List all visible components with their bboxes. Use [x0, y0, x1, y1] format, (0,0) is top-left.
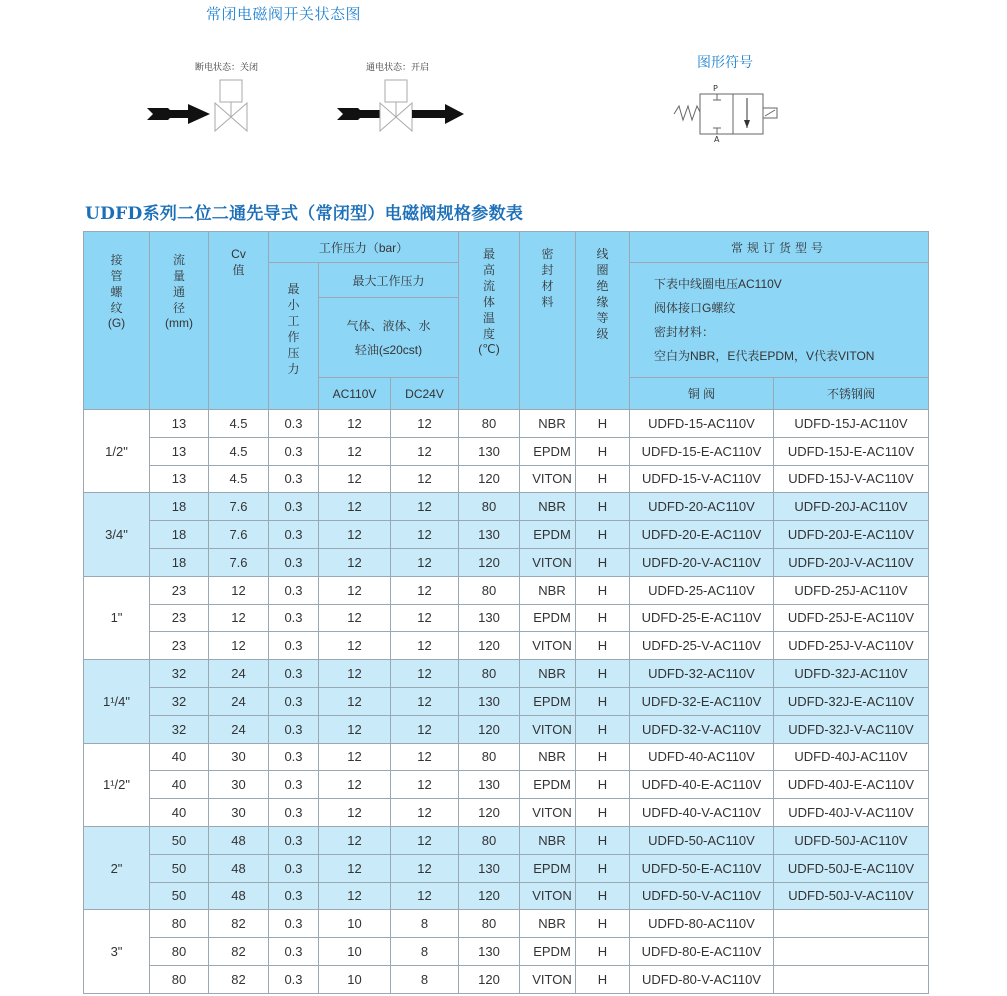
table-row [84, 437, 929, 465]
header-stainless-valve: 不锈钢阀 [774, 378, 929, 410]
table-title: UDFD系列二位二通先导式（常闭型）电磁阀规格参数表 [85, 204, 524, 224]
min-pressure-cell: 0.3 [269, 743, 319, 771]
header-cv: Cv 值 [209, 232, 269, 410]
max-pressure-dc-cell: 8 [391, 965, 459, 993]
min-pressure-cell: 0.3 [269, 437, 319, 465]
flow-arrow-in-icon [337, 108, 380, 120]
max-temp-cell: 130 [459, 437, 520, 465]
cv-cell: 82 [209, 938, 269, 966]
max-pressure-ac-cell: 12 [319, 437, 391, 465]
flow-diameter-cell: 13 [150, 410, 209, 438]
header-min-pressure: 最小工作压力 [269, 263, 319, 410]
max-pressure-ac-cell: 12 [319, 826, 391, 854]
cv-cell: 82 [209, 910, 269, 938]
max-pressure-ac-cell: 12 [319, 687, 391, 715]
seal-cell: VITON [520, 632, 576, 660]
seal-cell: EPDM [520, 771, 576, 799]
max-temp-cell: 120 [459, 632, 520, 660]
table-row [84, 826, 929, 854]
copper-model-cell: UDFD-20-E-AC110V [630, 521, 774, 549]
stainless-model-cell: UDFD-15J-V-AC110V [774, 465, 929, 493]
min-pressure-cell: 0.3 [269, 687, 319, 715]
max-temp-cell: 120 [459, 965, 520, 993]
table-row [84, 576, 929, 604]
seal-cell: NBR [520, 826, 576, 854]
copper-model-cell: UDFD-40-E-AC110V [630, 771, 774, 799]
stainless-model-cell: UDFD-40J-E-AC110V [774, 771, 929, 799]
max-pressure-ac-cell: 12 [319, 715, 391, 743]
max-pressure-ac-cell: 12 [319, 493, 391, 521]
seal-cell: EPDM [520, 604, 576, 632]
stainless-model-cell: UDFD-40J-V-AC110V [774, 799, 929, 827]
header-copper-valve: 铜 阀 [630, 378, 774, 410]
table-row [84, 882, 929, 910]
table-row [84, 687, 929, 715]
cv-cell: 24 [209, 687, 269, 715]
max-pressure-ac-cell: 12 [319, 604, 391, 632]
thread-cell: 1¹/4" [84, 660, 150, 743]
stainless-model-cell: UDFD-50J-V-AC110V [774, 882, 929, 910]
max-pressure-dc-cell: 8 [391, 910, 459, 938]
insulation-cell: H [576, 410, 630, 438]
stainless-model-cell: UDFD-20J-AC110V [774, 493, 929, 521]
open-valve-icon [380, 80, 412, 131]
table-row [84, 632, 929, 660]
flow-diameter-cell: 23 [150, 604, 209, 632]
max-pressure-ac-cell: 12 [319, 882, 391, 910]
stainless-model-cell: UDFD-32J-AC110V [774, 660, 929, 688]
table-row [84, 715, 929, 743]
table-row [84, 604, 929, 632]
seal-cell: NBR [520, 743, 576, 771]
max-pressure-ac-cell: 10 [319, 965, 391, 993]
header-max-pressure: 最大工作压力 [319, 263, 459, 298]
copper-model-cell: UDFD-20-V-AC110V [630, 548, 774, 576]
cv-cell: 48 [209, 826, 269, 854]
seal-cell: VITON [520, 799, 576, 827]
insulation-cell: H [576, 882, 630, 910]
cv-cell: 30 [209, 771, 269, 799]
min-pressure-cell: 0.3 [269, 604, 319, 632]
copper-model-cell: UDFD-32-AC110V [630, 660, 774, 688]
copper-model-cell: UDFD-50-AC110V [630, 826, 774, 854]
flow-diameter-cell: 40 [150, 743, 209, 771]
thread-cell: 1" [84, 576, 150, 659]
max-temp-cell: 130 [459, 521, 520, 549]
min-pressure-cell: 0.3 [269, 493, 319, 521]
stainless-model-cell: UDFD-20J-E-AC110V [774, 521, 929, 549]
closed-valve-icon [215, 80, 247, 131]
diagram-title: 常闭电磁阀开关状态图 [206, 5, 362, 23]
seal-cell: NBR [520, 493, 576, 521]
max-temp-cell: 130 [459, 687, 520, 715]
min-pressure-cell: 0.3 [269, 576, 319, 604]
cv-cell: 7.6 [209, 548, 269, 576]
max-temp-cell: 120 [459, 715, 520, 743]
cv-cell: 4.5 [209, 410, 269, 438]
min-pressure-cell: 0.3 [269, 799, 319, 827]
table-row [84, 410, 929, 438]
insulation-cell: H [576, 826, 630, 854]
insulation-cell: H [576, 465, 630, 493]
min-pressure-cell: 0.3 [269, 465, 319, 493]
valve-state-diagram [140, 70, 480, 140]
table-row [84, 771, 929, 799]
max-pressure-dc-cell: 8 [391, 938, 459, 966]
max-pressure-ac-cell: 10 [319, 938, 391, 966]
seal-cell: NBR [520, 576, 576, 604]
flow-diameter-cell: 18 [150, 493, 209, 521]
header-work-pressure: 工作压力（bar） [269, 232, 459, 263]
open-state-label: 通电状态：开启 [366, 63, 430, 73]
max-pressure-dc-cell: 12 [391, 660, 459, 688]
cv-cell: 24 [209, 660, 269, 688]
cv-cell: 4.5 [209, 465, 269, 493]
thread-cell: 1/2" [84, 410, 150, 493]
insulation-cell: H [576, 938, 630, 966]
max-pressure-ac-cell: 12 [319, 576, 391, 604]
stainless-model-cell: UDFD-20J-V-AC110V [774, 548, 929, 576]
max-temp-cell: 80 [459, 576, 520, 604]
cv-cell: 30 [209, 743, 269, 771]
cv-cell: 30 [209, 799, 269, 827]
thread-cell: 2" [84, 826, 150, 909]
copper-model-cell: UDFD-20-AC110V [630, 493, 774, 521]
min-pressure-cell: 0.3 [269, 521, 319, 549]
flow-diameter-cell: 80 [150, 938, 209, 966]
max-pressure-dc-cell: 12 [391, 715, 459, 743]
copper-model-cell: UDFD-15-AC110V [630, 410, 774, 438]
copper-model-cell: UDFD-40-AC110V [630, 743, 774, 771]
table-row [84, 493, 929, 521]
insulation-cell: H [576, 743, 630, 771]
max-temp-cell: 130 [459, 771, 520, 799]
max-pressure-dc-cell: 12 [391, 493, 459, 521]
insulation-cell: H [576, 548, 630, 576]
min-pressure-cell: 0.3 [269, 632, 319, 660]
cv-cell: 48 [209, 882, 269, 910]
flow-diameter-cell: 23 [150, 576, 209, 604]
thread-cell: 1¹/2" [84, 743, 150, 826]
insulation-cell: H [576, 521, 630, 549]
header-insulation: 线圈绝缘等级 [576, 232, 630, 410]
cv-cell: 7.6 [209, 521, 269, 549]
flow-diameter-cell: 50 [150, 882, 209, 910]
copper-model-cell: UDFD-32-V-AC110V [630, 715, 774, 743]
max-pressure-ac-cell: 12 [319, 854, 391, 882]
table-row [84, 521, 929, 549]
max-pressure-ac-cell: 12 [319, 799, 391, 827]
insulation-cell: H [576, 854, 630, 882]
min-pressure-cell: 0.3 [269, 410, 319, 438]
cv-cell: 12 [209, 576, 269, 604]
max-pressure-ac-cell: 12 [319, 548, 391, 576]
max-temp-cell: 120 [459, 882, 520, 910]
stainless-model-cell [774, 965, 929, 993]
header-order-model: 常规订货型号 [630, 232, 929, 263]
seal-cell: NBR [520, 410, 576, 438]
flow-arrow-out-icon [412, 104, 464, 124]
max-pressure-ac-cell: 10 [319, 910, 391, 938]
cv-cell: 12 [209, 632, 269, 660]
max-pressure-dc-cell: 12 [391, 465, 459, 493]
insulation-cell: H [576, 576, 630, 604]
copper-model-cell: UDFD-80-AC110V [630, 910, 774, 938]
cv-cell: 4.5 [209, 437, 269, 465]
max-pressure-dc-cell: 12 [391, 604, 459, 632]
min-pressure-cell: 0.3 [269, 715, 319, 743]
copper-model-cell: UDFD-15-E-AC110V [630, 437, 774, 465]
header-max-temp: 最高流体温度 (℃) [459, 232, 520, 410]
max-pressure-dc-cell: 12 [391, 410, 459, 438]
max-pressure-dc-cell: 12 [391, 548, 459, 576]
max-pressure-dc-cell: 12 [391, 437, 459, 465]
max-pressure-ac-cell: 12 [319, 660, 391, 688]
seal-cell: NBR [520, 910, 576, 938]
copper-model-cell: UDFD-25-V-AC110V [630, 632, 774, 660]
min-pressure-cell: 0.3 [269, 965, 319, 993]
stainless-model-cell: UDFD-40J-AC110V [774, 743, 929, 771]
header-thread: 接管螺纹 (G) [84, 232, 150, 410]
insulation-cell: H [576, 660, 630, 688]
max-pressure-dc-cell: 12 [391, 743, 459, 771]
flow-diameter-cell: 32 [150, 687, 209, 715]
stainless-model-cell: UDFD-25J-AC110V [774, 576, 929, 604]
copper-model-cell: UDFD-40-V-AC110V [630, 799, 774, 827]
max-temp-cell: 130 [459, 938, 520, 966]
seal-cell: EPDM [520, 521, 576, 549]
header-dc24v: DC24V [391, 378, 459, 410]
stainless-model-cell: UDFD-50J-AC110V [774, 826, 929, 854]
stainless-model-cell: UDFD-15J-E-AC110V [774, 437, 929, 465]
flow-diameter-cell: 80 [150, 910, 209, 938]
table-row [84, 965, 929, 993]
copper-model-cell: UDFD-80-V-AC110V [630, 965, 774, 993]
stainless-model-cell: UDFD-25J-V-AC110V [774, 632, 929, 660]
max-temp-cell: 80 [459, 910, 520, 938]
seal-cell: NBR [520, 660, 576, 688]
flow-diameter-cell: 13 [150, 465, 209, 493]
table-row [84, 910, 929, 938]
table-row [84, 854, 929, 882]
min-pressure-cell: 0.3 [269, 938, 319, 966]
max-temp-cell: 80 [459, 743, 520, 771]
insulation-cell: H [576, 965, 630, 993]
thread-cell: 3" [84, 910, 150, 993]
max-pressure-ac-cell: 12 [319, 743, 391, 771]
max-pressure-dc-cell: 12 [391, 521, 459, 549]
port-p-label: P [713, 84, 718, 93]
seal-cell: EPDM [520, 938, 576, 966]
insulation-cell: H [576, 687, 630, 715]
table-row [84, 660, 929, 688]
cv-cell: 82 [209, 965, 269, 993]
stainless-model-cell: UDFD-32J-V-AC110V [774, 715, 929, 743]
cv-cell: 24 [209, 715, 269, 743]
flow-diameter-cell: 40 [150, 799, 209, 827]
insulation-cell: H [576, 799, 630, 827]
table-row [84, 548, 929, 576]
flow-diameter-cell: 18 [150, 548, 209, 576]
seal-cell: VITON [520, 715, 576, 743]
header-ac110v: AC110V [319, 378, 391, 410]
insulation-cell: H [576, 437, 630, 465]
order-notes: 下表中线圈电压AC110V 阀体接口G螺纹 密封材料： 空白为NBR，E代表EPDM，V代表VITON [630, 263, 929, 378]
max-pressure-ac-cell: 12 [319, 632, 391, 660]
max-temp-cell: 130 [459, 604, 520, 632]
max-pressure-ac-cell: 12 [319, 521, 391, 549]
stainless-model-cell [774, 910, 929, 938]
cv-cell: 48 [209, 854, 269, 882]
max-pressure-dc-cell: 12 [391, 826, 459, 854]
flow-diameter-cell: 18 [150, 521, 209, 549]
copper-model-cell: UDFD-50-V-AC110V [630, 882, 774, 910]
cv-cell: 12 [209, 604, 269, 632]
copper-model-cell: UDFD-32-E-AC110V [630, 687, 774, 715]
max-temp-cell: 80 [459, 410, 520, 438]
max-pressure-dc-cell: 12 [391, 854, 459, 882]
max-pressure-ac-cell: 12 [319, 410, 391, 438]
header-seal: 密封材料 [520, 232, 576, 410]
hydraulic-symbol-icon [670, 92, 790, 136]
flow-diameter-cell: 13 [150, 437, 209, 465]
cv-cell: 7.6 [209, 493, 269, 521]
flow-arrow-in-icon [147, 104, 210, 124]
seal-cell: VITON [520, 548, 576, 576]
port-a-label: A [714, 135, 720, 144]
stainless-model-cell: UDFD-15J-AC110V [774, 410, 929, 438]
max-temp-cell: 80 [459, 660, 520, 688]
stainless-model-cell [774, 938, 929, 966]
seal-cell: VITON [520, 965, 576, 993]
table-row [84, 938, 929, 966]
spec-table-body [84, 410, 929, 994]
max-pressure-dc-cell: 12 [391, 799, 459, 827]
table-row [84, 465, 929, 493]
header-media: 气体、液体、水 轻油(≤20cst) [319, 298, 459, 378]
max-temp-cell: 120 [459, 799, 520, 827]
min-pressure-cell: 0.3 [269, 771, 319, 799]
seal-cell: EPDM [520, 437, 576, 465]
max-temp-cell: 80 [459, 826, 520, 854]
flow-diameter-cell: 23 [150, 632, 209, 660]
max-temp-cell: 130 [459, 854, 520, 882]
insulation-cell: H [576, 910, 630, 938]
stainless-model-cell: UDFD-25J-E-AC110V [774, 604, 929, 632]
seal-cell: VITON [520, 465, 576, 493]
max-pressure-ac-cell: 12 [319, 465, 391, 493]
copper-model-cell: UDFD-80-E-AC110V [630, 938, 774, 966]
stainless-model-cell: UDFD-32J-E-AC110V [774, 687, 929, 715]
copper-model-cell: UDFD-15-V-AC110V [630, 465, 774, 493]
insulation-cell: H [576, 632, 630, 660]
max-pressure-dc-cell: 12 [391, 576, 459, 604]
copper-model-cell: UDFD-25-E-AC110V [630, 604, 774, 632]
table-row [84, 743, 929, 771]
flow-diameter-cell: 32 [150, 660, 209, 688]
flow-diameter-cell: 50 [150, 854, 209, 882]
insulation-cell: H [576, 715, 630, 743]
copper-model-cell: UDFD-50-E-AC110V [630, 854, 774, 882]
max-temp-cell: 120 [459, 548, 520, 576]
min-pressure-cell: 0.3 [269, 826, 319, 854]
max-pressure-dc-cell: 12 [391, 687, 459, 715]
stainless-model-cell: UDFD-50J-E-AC110V [774, 854, 929, 882]
insulation-cell: H [576, 771, 630, 799]
flow-diameter-cell: 32 [150, 715, 209, 743]
copper-model-cell: UDFD-25-AC110V [630, 576, 774, 604]
min-pressure-cell: 0.3 [269, 548, 319, 576]
insulation-cell: H [576, 493, 630, 521]
min-pressure-cell: 0.3 [269, 910, 319, 938]
seal-cell: EPDM [520, 854, 576, 882]
max-pressure-dc-cell: 12 [391, 632, 459, 660]
min-pressure-cell: 0.3 [269, 882, 319, 910]
max-pressure-dc-cell: 12 [391, 882, 459, 910]
flow-diameter-cell: 50 [150, 826, 209, 854]
insulation-cell: H [576, 604, 630, 632]
header-flow-diameter: 流量通径 (mm) [150, 232, 209, 410]
spec-table [83, 231, 929, 994]
max-pressure-dc-cell: 12 [391, 771, 459, 799]
symbol-title: 图形符号 [697, 55, 753, 71]
max-temp-cell: 120 [459, 465, 520, 493]
max-pressure-ac-cell: 12 [319, 771, 391, 799]
max-temp-cell: 80 [459, 493, 520, 521]
thread-cell: 3/4" [84, 493, 150, 576]
seal-cell: VITON [520, 882, 576, 910]
min-pressure-cell: 0.3 [269, 660, 319, 688]
flow-diameter-cell: 40 [150, 771, 209, 799]
table-row [84, 799, 929, 827]
seal-cell: EPDM [520, 687, 576, 715]
closed-state-label: 断电状态：关闭 [195, 63, 259, 73]
min-pressure-cell: 0.3 [269, 854, 319, 882]
flow-diameter-cell: 80 [150, 965, 209, 993]
